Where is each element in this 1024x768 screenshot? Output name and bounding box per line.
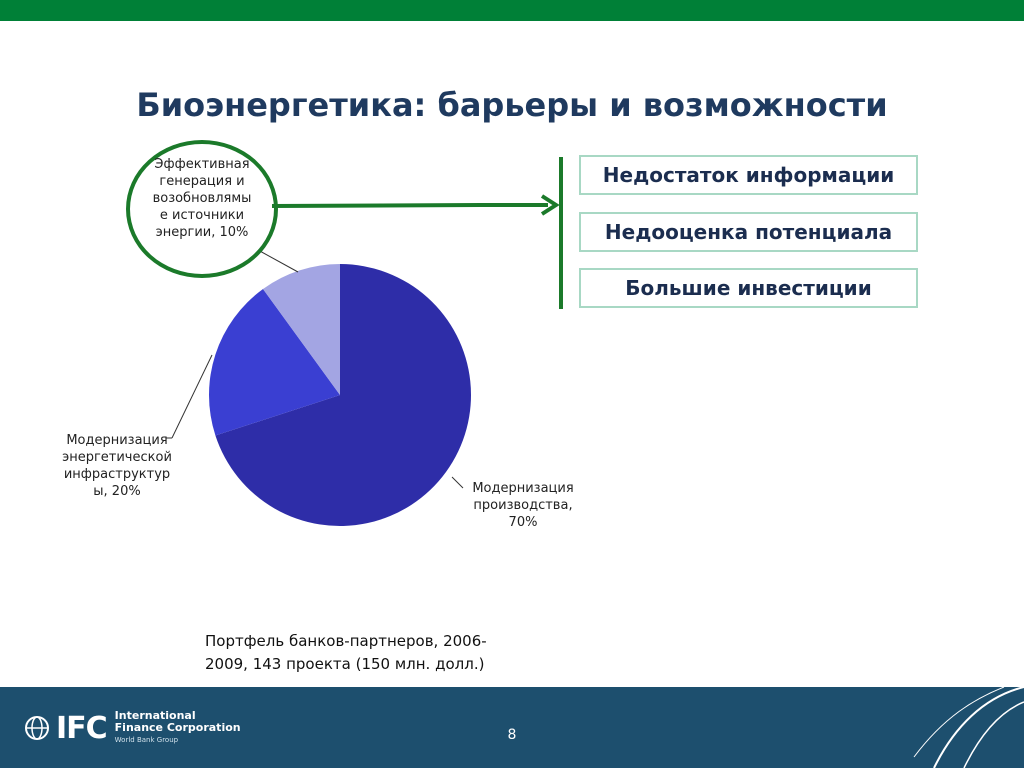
barrier-underestimated-potential: Недооценка потенциала: [579, 212, 918, 252]
slide-title: Биоэнергетика: барьеры и возможности: [136, 86, 888, 124]
ifc-wordmark: IFC: [56, 710, 107, 746]
label-production: Модернизация производства, 70%: [472, 481, 574, 530]
barrier-lack-of-information: Недостаток информации: [579, 155, 918, 195]
leader-line-efficient: [258, 250, 298, 272]
leader-line-infrastructure: [172, 355, 212, 438]
footer-swoosh-decoration: [904, 687, 1024, 768]
label-infrastructure: Модернизация энергетической инфраструктур ы, 20%: [62, 433, 172, 499]
label-efficient-generation: Эффективная генерация и возобновлямы е источники энергии, 10%: [152, 157, 252, 240]
portfolio-caption: Портфель банков-партнеров, 2006-2009, 143 проекта (150 млн. долл.): [205, 632, 487, 673]
connector-arrow-line: [272, 205, 548, 206]
footer: [0, 687, 1024, 768]
barrier-large-investments: Большие инвестиции: [579, 268, 918, 308]
org-name: International Finance Corporation World Bank Group: [114, 709, 241, 744]
globe-icon: [24, 715, 50, 741]
ifc-logo: [24, 711, 241, 745]
page-number: 8: [507, 727, 517, 743]
